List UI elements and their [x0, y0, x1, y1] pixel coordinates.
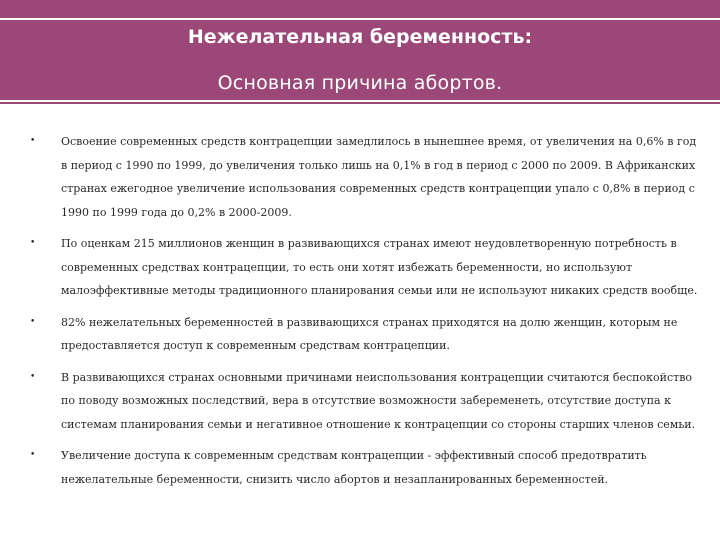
bullet-text: По оценкам 215 миллионов женщин в развивающихся странах имеют неудовлетворенную потребность в современных средствах контрацепции, то есть они хотят избежать беременности, но используют малоэффективные методы традиционного планирования семьи или не используют никаких средств вообще.: [61, 237, 698, 297]
bullet-text: 82% нежелательных беременностей в развивающихся странах приходятся на долю женщин, которым не предоставляется доступ к современным средствам контрацепции.: [61, 315, 678, 352]
bullet-icon: •: [30, 316, 36, 327]
list-item: [30, 232, 700, 303]
bullet-icon: •: [30, 136, 36, 146]
bullet-list: [30, 130, 700, 499]
list-item: [30, 130, 700, 224]
bullet-icon: •: [30, 238, 36, 248]
list-item: [30, 311, 700, 358]
bullet-text: Освоение современных средств контрацепции замедлилось в нынешнее время, от увеличения на 0,6% в год в период с 1990 по 1999, до увеличения только лишь на 0,1% в год в период с 2000 по 2009. В Африканских странах ежегодное увеличение использования современных средств контрацепции упало с 0,8% в период с 1990 по 1999 года до 0,2% в 2000-2009.: [61, 135, 697, 219]
bullet-icon: •: [30, 371, 36, 382]
slide-title: Нежелательная беременность:: [187, 26, 533, 48]
slide-subtitle: Основная причина абортов.: [217, 72, 503, 94]
bullet-text: Увеличение доступа к современным средствам контрацепции - эффективный способ предотвратить нежелательные беременности, снизить число абортов и незапланированных беременностей.: [61, 449, 647, 486]
list-item: [30, 444, 700, 491]
bullet-icon: •: [30, 450, 36, 460]
list-item: [30, 366, 700, 437]
bullet-text: В развивающихся странах основными причинами неиспользования контрацепции считаются беспокойство по поводу возможных последствий, вера в отсутствие возможности забеременеть, отсутствие доступа к системам планирования семьи и негативное отношение к контрацепции со стороны старших членов семьи.: [61, 370, 696, 431]
title-band: [0, 18, 720, 102]
